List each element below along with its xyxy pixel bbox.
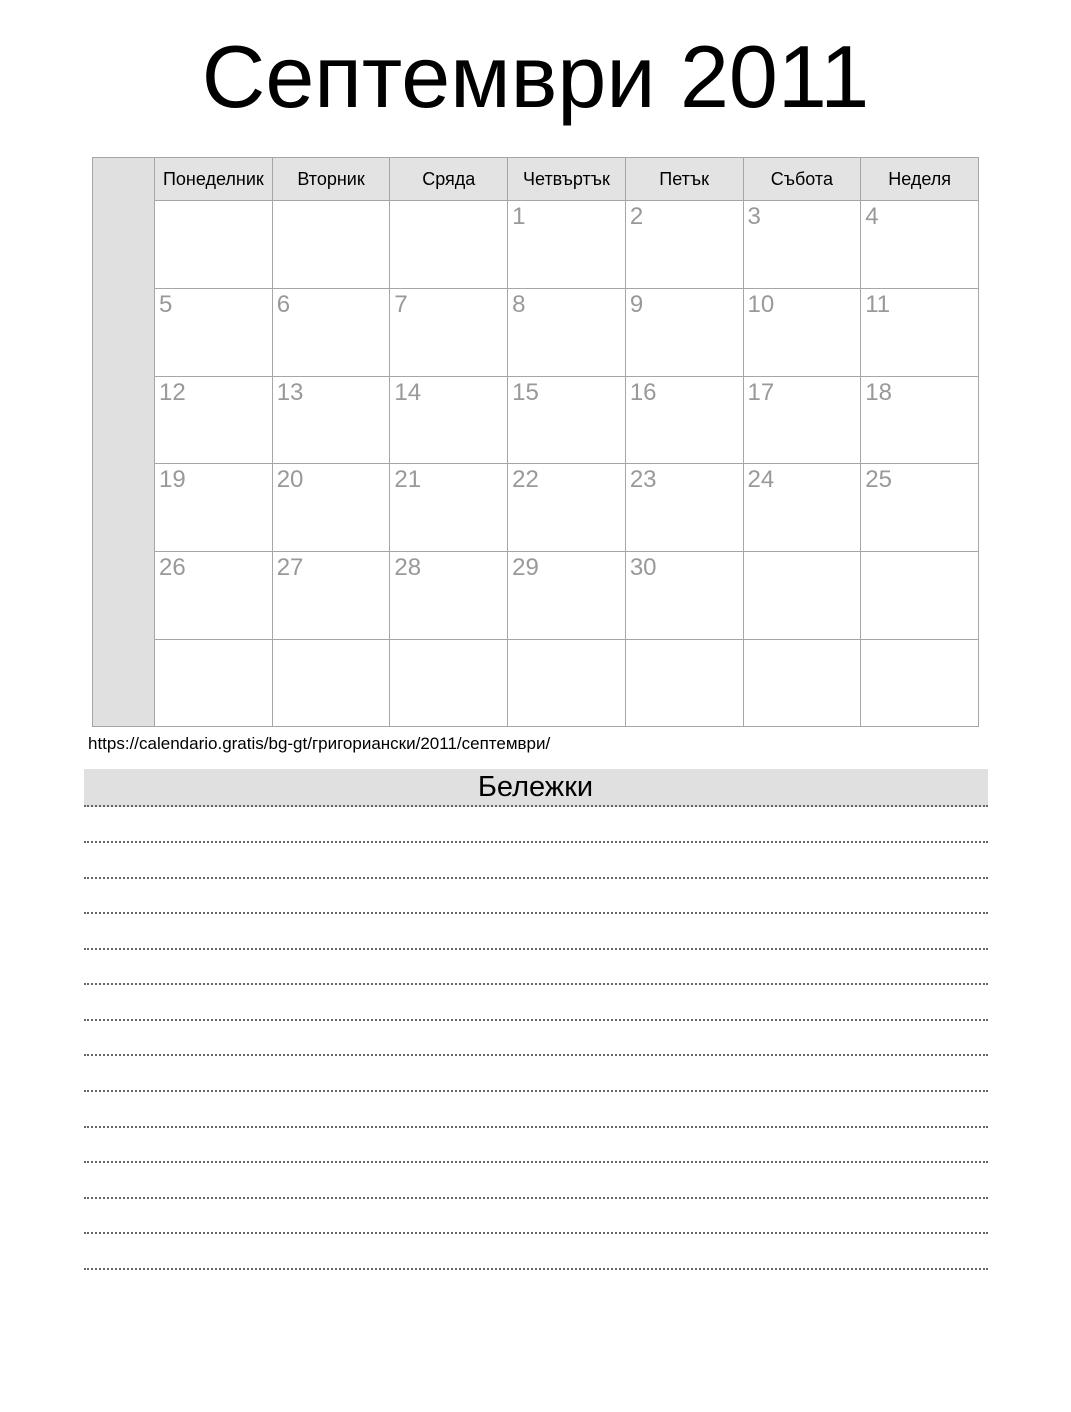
weekday-header-row xyxy=(93,158,979,201)
calendar-week-row xyxy=(93,376,979,464)
note-line xyxy=(84,1128,988,1164)
date-number: 15 xyxy=(512,378,539,406)
empty-day-cell xyxy=(155,639,273,727)
day-cell xyxy=(272,376,390,464)
notes-lines-area xyxy=(84,807,988,1270)
date-number: 1 xyxy=(512,203,526,231)
date-number: 14 xyxy=(394,378,422,406)
notes-header-bar xyxy=(84,769,988,807)
empty-day-cell xyxy=(861,551,979,639)
day-cell xyxy=(155,376,273,464)
note-line xyxy=(84,950,988,986)
date-number: 19 xyxy=(159,466,186,494)
day-cell xyxy=(272,551,390,639)
day-cell xyxy=(861,376,979,464)
weekday-header: Неделя xyxy=(861,158,979,201)
note-line xyxy=(84,1199,988,1235)
day-cell xyxy=(861,464,979,552)
day-cell xyxy=(390,464,508,552)
date-number: 29 xyxy=(512,553,539,581)
date-number: 22 xyxy=(512,466,539,494)
date-number: 3 xyxy=(747,203,761,231)
day-cell xyxy=(272,464,390,552)
note-line xyxy=(84,843,988,879)
calendar-week-row xyxy=(93,639,979,727)
note-line xyxy=(84,1234,988,1270)
day-cell xyxy=(390,288,508,376)
empty-day-cell xyxy=(625,639,743,727)
weekday-header: Събота xyxy=(743,158,861,201)
date-number: 6 xyxy=(276,290,291,318)
empty-day-cell xyxy=(390,201,508,289)
date-number: 9 xyxy=(629,290,644,318)
empty-day-cell xyxy=(390,639,508,727)
date-number: 27 xyxy=(276,553,304,581)
date-number: 2 xyxy=(629,203,644,231)
weekday-header: Сряда xyxy=(390,158,508,201)
empty-day-cell xyxy=(272,639,390,727)
calendar-week-row xyxy=(93,288,979,376)
empty-day-cell xyxy=(508,639,626,727)
day-cell xyxy=(625,464,743,552)
day-cell xyxy=(625,551,743,639)
day-cell xyxy=(155,464,273,552)
day-cell xyxy=(155,551,273,639)
date-number: 30 xyxy=(629,553,657,581)
note-line xyxy=(84,985,988,1021)
calendar-table xyxy=(92,157,979,727)
day-cell xyxy=(155,288,273,376)
empty-day-cell xyxy=(155,201,273,289)
weekday-header: Понеделник xyxy=(155,158,273,201)
day-cell xyxy=(743,376,861,464)
day-cell xyxy=(743,288,861,376)
date-number: 11 xyxy=(865,290,891,318)
note-line xyxy=(84,1163,988,1199)
date-number: 16 xyxy=(629,378,657,406)
date-number: 20 xyxy=(276,466,304,494)
calendar xyxy=(92,157,979,727)
day-cell xyxy=(508,551,626,639)
source-url: https://calendario.gratis/bg-gt/григориански/2011/септември/ xyxy=(88,734,551,754)
day-cell xyxy=(390,376,508,464)
note-line xyxy=(84,914,988,950)
day-cell xyxy=(508,201,626,289)
date-number: 13 xyxy=(276,378,304,406)
day-cell xyxy=(508,288,626,376)
date-number: 10 xyxy=(747,290,775,318)
date-number: 26 xyxy=(159,553,186,581)
day-cell xyxy=(743,464,861,552)
calendar-week-row xyxy=(93,464,979,552)
calendar-week-row xyxy=(93,201,979,289)
week-gutter-column xyxy=(93,158,155,727)
calendar-week-row xyxy=(93,551,979,639)
day-cell xyxy=(743,201,861,289)
day-cell xyxy=(272,288,390,376)
day-cell xyxy=(625,201,743,289)
weekday-header: Четвъртък xyxy=(508,158,626,201)
date-number: 17 xyxy=(747,378,775,406)
day-cell xyxy=(625,376,743,464)
empty-day-cell xyxy=(861,639,979,727)
weekday-header: Петък xyxy=(625,158,743,201)
date-number: 21 xyxy=(394,466,422,494)
day-cell xyxy=(625,288,743,376)
day-cell xyxy=(508,376,626,464)
note-line xyxy=(84,807,988,843)
empty-day-cell xyxy=(743,551,861,639)
date-number: 7 xyxy=(394,290,408,318)
date-number: 23 xyxy=(629,466,657,494)
note-line xyxy=(84,1021,988,1057)
day-cell xyxy=(508,464,626,552)
date-number: 25 xyxy=(865,466,892,494)
empty-day-cell xyxy=(743,639,861,727)
date-number: 24 xyxy=(747,466,775,494)
note-line xyxy=(84,879,988,915)
date-number: 8 xyxy=(512,290,526,318)
page-title: Септември 2011 xyxy=(201,27,870,126)
day-cell xyxy=(861,288,979,376)
note-line xyxy=(84,1056,988,1092)
day-cell xyxy=(390,551,508,639)
date-number: 28 xyxy=(394,553,422,581)
empty-day-cell xyxy=(272,201,390,289)
date-number: 4 xyxy=(865,203,879,231)
date-number: 18 xyxy=(865,378,892,406)
day-cell xyxy=(861,201,979,289)
weekday-header: Вторник xyxy=(272,158,390,201)
date-number: 5 xyxy=(159,290,173,318)
notes-title: Бележки xyxy=(477,771,594,804)
date-number: 12 xyxy=(159,378,186,406)
note-line xyxy=(84,1092,988,1128)
